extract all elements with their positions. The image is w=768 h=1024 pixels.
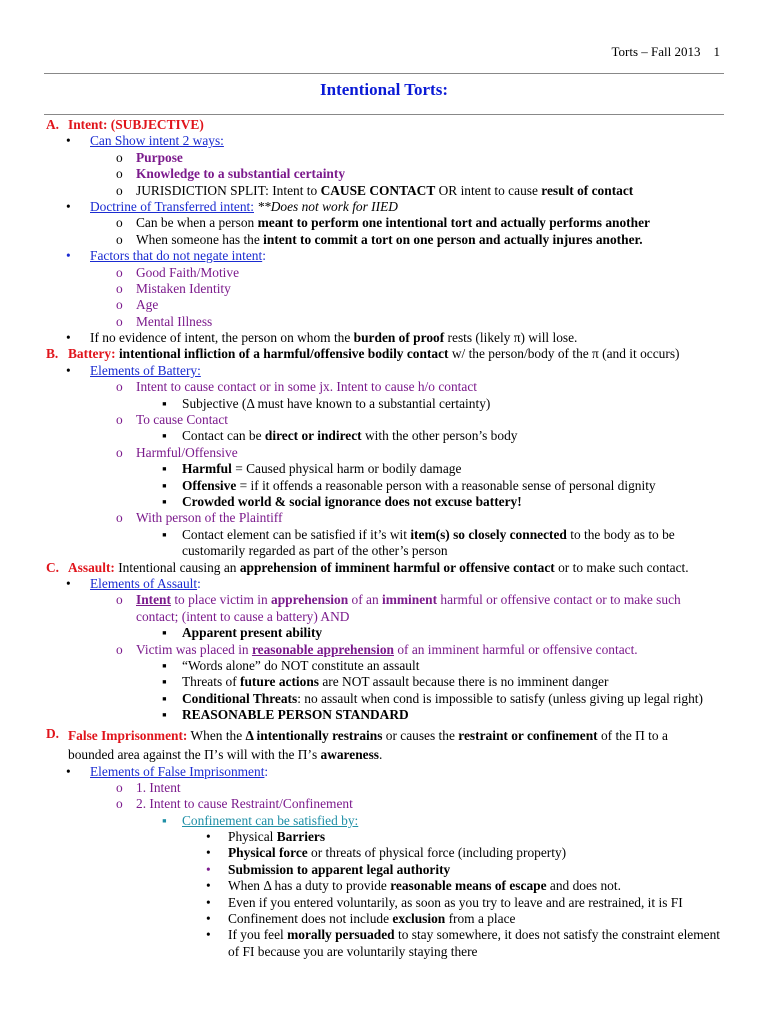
list-item: • Confinement does not include exclusion from a place [206, 911, 516, 927]
list-item: • Factors that do not negate intent: [66, 248, 266, 264]
running-title: Torts – Fall 2013 [611, 44, 701, 59]
list-item: • Submission to apparent legal authority [206, 861, 451, 877]
list-item: o Good Faith/Motive [116, 264, 240, 280]
list-item: o Victim was placed in reasonable apprehension of an imminent harmful or offensive contact. [116, 641, 638, 657]
list-item: o Can be when a person meant to perform one intentional tort and actually performs another [116, 215, 650, 231]
list-item: • Can Show intent 2 ways: [66, 133, 224, 149]
header-rule [44, 73, 724, 74]
list-item: • Doctrine of Transferred intent: **Does not work for IIED [66, 198, 398, 214]
list-item: • Elements of Assault: [66, 575, 201, 591]
list-item: ▪ Contact element can be satisfied if it’s wit item(s) so closely connected to the body as to be customarily regarded as part of the other’s person [162, 526, 675, 559]
list-item: o Mental Illness [116, 313, 213, 329]
list-item: ▪ Offensive = if it offends a reasonable person with a reasonable sense of personal dignity [162, 477, 656, 493]
list-item: o With person of the Plaintiff [116, 510, 283, 526]
list-item: • Even if you entered voluntarily, as soon as you try to leave and are restrained, it is FI [206, 894, 683, 910]
list-item: o Harmful/Offensive [116, 444, 238, 460]
list-item: ▪ Contact can be direct or indirect with the other person’s body [162, 428, 518, 444]
list-item: ▪ “Words alone” do NOT constitute an assault [162, 657, 420, 673]
list-item: ▪ Confinement can be satisfied by: [162, 812, 359, 828]
page-number: 1 [713, 44, 720, 59]
list-item: o Mistaken Identity [116, 280, 231, 296]
title-rule [44, 114, 724, 115]
section-d-heading: D. False Imprisonment: When the Δ intentionally restrains or causes the restraint or confinement of the Π to a bounded area against the Π’s will with the Π’s awareness. [46, 725, 668, 762]
list-item: • Elements of False Imprisonment: [66, 763, 269, 779]
list-item: o JURISDICTION SPLIT: Intent to CAUSE CONTACT OR intent to cause result of contact [116, 182, 634, 198]
list-item: ▪ Crowded world & social ignorance does not excuse battery! [162, 493, 522, 509]
page-title: Intentional Torts: [320, 80, 448, 99]
list-item: • When Δ has a duty to provide reasonable means of escape and does not. [206, 878, 621, 894]
list-item: • Elements of Battery: [66, 362, 201, 378]
list-item: o Intent to place victim in apprehension of an imminent harmful or offensive contact or to make such contact; (intent to cause a battery) AND [116, 592, 681, 624]
list-item: ▪ Threats of future actions are NOT assault because there is no imminent danger [162, 674, 609, 690]
list-item: ▪ Apparent present ability [162, 625, 323, 641]
outline-body [0, 117, 768, 960]
list-item: ▪ Subjective (Δ must have known to a substantial certainty) [162, 395, 491, 411]
list-item: o 1. Intent [116, 779, 181, 795]
section-c-heading: C. Assault: Intentional causing an apprehension of imminent harmful or offensive contact or to make such contact. [46, 559, 689, 575]
list-item: o 2. Intent to cause Restraint/Confinement [116, 796, 353, 812]
list-item: • If you feel morally persuaded to stay somewhere, it does not satisfy the constraint element of FI because you are voluntarily staying there [206, 927, 721, 959]
running-header [611, 44, 720, 60]
list-item: o Intent to cause contact or in some jx. Intent to cause h/o contact [116, 379, 477, 395]
section-b-heading: B. Battery: intentional infliction of a harmful/offensive bodily contact w/ the person/body of the π (and it occurs) [46, 346, 680, 362]
list-item: o Purpose [116, 149, 183, 165]
list-item: • If no evidence of intent, the person on whom the burden of proof rests (likely π) will lose. [66, 330, 578, 346]
list-item: ▪ Conditional Threats: no assault when cond is impossible to satisfy (unless giving up legal right) [162, 690, 703, 706]
section-a-heading: A. Intent: (SUBJECTIVE) [46, 117, 204, 132]
list-item: o When someone has the intent to commit a tort on one person and actually injures another. [116, 231, 643, 247]
list-item: • Physical Barriers [206, 829, 326, 845]
list-item: ▪ Harmful = Caused physical harm or bodily damage [162, 461, 462, 477]
list-item: • Physical force or threats of physical force (including property) [206, 845, 567, 861]
list-item: o Age [116, 297, 159, 313]
list-item: o Knowledge to a substantial certainty [116, 166, 346, 182]
list-item: o To cause Contact [116, 412, 229, 428]
list-item: ▪ REASONABLE PERSON STANDARD [162, 707, 409, 723]
